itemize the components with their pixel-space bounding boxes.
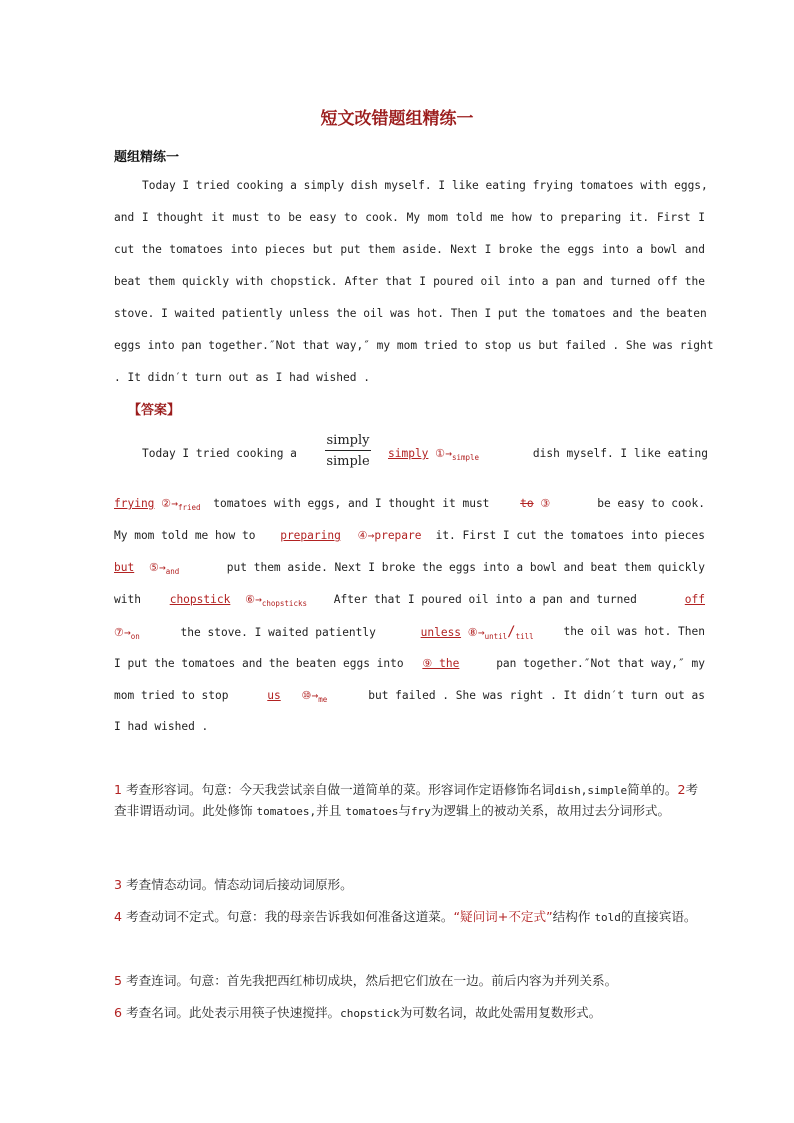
error-number: ①→ bbox=[435, 447, 452, 460]
answer-text: Today I tried cooking a bbox=[142, 447, 297, 460]
error-word: simply bbox=[388, 447, 429, 460]
deleted-word: to bbox=[520, 497, 534, 510]
passage-line: . It didn′t turn out as I had wished . bbox=[114, 371, 370, 384]
passage-line: beat them quickly with chopstick. After that I poured oil into a pan and turned off the bbox=[114, 275, 705, 288]
correction-word: fried bbox=[177, 503, 201, 512]
explanation-term: tomatoes, bbox=[256, 805, 317, 818]
error-number: ⑧→ bbox=[467, 626, 485, 639]
explanation-number: 1 bbox=[114, 782, 123, 797]
answer-text: the oil was hot. Then bbox=[563, 625, 705, 638]
explanation-term: fry bbox=[410, 805, 431, 818]
error-word: chopstick bbox=[169, 593, 231, 606]
error-number: ⑤→ bbox=[148, 561, 166, 574]
correction-word: me bbox=[318, 695, 328, 704]
explanation-text: 并且 bbox=[316, 803, 342, 818]
correction-word: on bbox=[130, 632, 140, 641]
answer-text: After that I poured oil into a pan and turned bbox=[333, 593, 637, 606]
explanation-1 bbox=[114, 780, 705, 822]
explanation-text: 考查动词不定式。句意：我的母亲告诉我如何准备这道菜。 bbox=[126, 909, 454, 924]
correction-word: simple bbox=[451, 453, 480, 462]
explanation-text: 结构作 bbox=[552, 909, 591, 924]
explanation-text: 考查名词。此处表示用筷子快速搅拌。 bbox=[126, 1005, 341, 1020]
answer-text: I had wished . bbox=[114, 720, 209, 733]
error-number: ⑥→ bbox=[245, 593, 262, 606]
passage-line: and I thought it must to be easy to cook. My mom told me how to preparing it. First I bbox=[114, 211, 705, 224]
explanation-text: 为可数名词，故此处需用复数形式。 bbox=[399, 1005, 602, 1020]
explanation-text: 为逻辑上的被动关系，故用过去分词形式。 bbox=[430, 803, 671, 818]
explanation-5 bbox=[114, 971, 705, 991]
correction-word: till bbox=[515, 632, 534, 641]
correction-word: until bbox=[484, 632, 508, 641]
answer-text: it. First I cut the tomatoes into pieces bbox=[435, 529, 705, 542]
explanation-6 bbox=[114, 1003, 705, 1024]
answer-text: I put the tomatoes and the beaten eggs into bbox=[114, 657, 404, 670]
error-word: unless bbox=[420, 626, 462, 639]
explanation-number: 4 bbox=[114, 909, 123, 924]
section-title: 题组精练一 bbox=[114, 150, 180, 165]
explanation-number: 5 bbox=[114, 973, 123, 988]
explanation-number: 3 bbox=[114, 877, 123, 892]
answer-text: pan together.″Not that way,″ my bbox=[496, 657, 705, 670]
answer-text: the stove. I waited patiently bbox=[180, 626, 376, 639]
correction-word: and bbox=[165, 567, 180, 576]
answer-text: dish myself. I like eating bbox=[532, 447, 708, 460]
correction-word: chopsticks bbox=[261, 599, 307, 608]
correction-slash: / bbox=[507, 624, 516, 640]
explanation-term: told bbox=[594, 911, 621, 924]
answer-text: tomatoes with eggs, and I thought it must bbox=[213, 497, 490, 510]
explanation-text: 简单的。 bbox=[627, 782, 678, 797]
explanation-quote: “疑问词+不定式” bbox=[453, 909, 553, 924]
explanation-3 bbox=[114, 875, 705, 895]
passage-line: Today I tried cooking a simply dish myself. I like eating frying tomatoes with eggs, bbox=[142, 179, 708, 192]
explanation-number: 2 bbox=[677, 782, 686, 797]
error-word: but bbox=[114, 561, 135, 574]
error-word: off bbox=[684, 593, 705, 606]
fraction-top: simply bbox=[325, 433, 371, 451]
error-number: ③ bbox=[540, 497, 551, 510]
error-number: ⑦→ bbox=[114, 626, 131, 639]
explanation-text: 考查形容词。句意：今天我尝试亲自做一道简单的菜。形容词作定语修饰名词 bbox=[126, 782, 555, 797]
explanation-number: 6 bbox=[114, 1005, 123, 1020]
answer-text: put them aside. Next I broke the eggs into a bowl and beat them quickly bbox=[226, 561, 705, 574]
error-number: ②→ bbox=[161, 497, 178, 510]
passage-line: stove. I waited patiently unless the oil was hot. Then I put the tomatoes and the beaten bbox=[114, 307, 707, 320]
passage-line: cut the tomatoes into pieces but put them aside. Next I broke the eggs into a bowl and bbox=[114, 243, 705, 256]
explanation-text: 的直接宾语。 bbox=[620, 909, 697, 924]
error-word: us bbox=[267, 689, 281, 702]
explanation-term: chopstick bbox=[340, 1007, 400, 1020]
correction-fraction bbox=[325, 433, 371, 469]
explanation-text: 与 bbox=[398, 803, 411, 818]
answer-text: My mom told me how to bbox=[114, 529, 256, 542]
answer-text: but failed . She was right . It didn′t turn out as bbox=[368, 689, 705, 702]
answer-text: be easy to cook. bbox=[597, 497, 705, 510]
explanation-text: 考查情态动词。情态动词后接动词原形。 bbox=[126, 877, 353, 892]
answer-text: with bbox=[114, 593, 141, 606]
answer-label: 【答案】 bbox=[128, 403, 181, 418]
error-word: frying bbox=[114, 497, 155, 510]
error-number: ⑩→ bbox=[301, 689, 319, 702]
explanation-term: dish,simple bbox=[554, 784, 628, 797]
error-number: ④→prepare bbox=[357, 529, 422, 542]
inserted-word: ⑨ the bbox=[422, 657, 460, 670]
explanation-text: 考查连词。句意：首先我把西红柿切成块，然后把它们放在一边。前后内容为并列关系。 bbox=[126, 973, 618, 988]
error-word: preparing bbox=[280, 529, 341, 542]
fraction-bottom: simple bbox=[326, 454, 370, 469]
answer-text: mom tried to stop bbox=[114, 689, 229, 702]
passage-line: eggs into pan together.″Not that way,″ my mom tried to stop us but failed . She was right bbox=[114, 339, 714, 352]
explanation-text: 考查非谓语动词。此处修饰 bbox=[114, 782, 699, 818]
explanation-4 bbox=[114, 907, 705, 928]
explanation-term: tomatoes bbox=[345, 805, 399, 818]
page-title: 短文改错题组精练一 bbox=[320, 109, 474, 129]
